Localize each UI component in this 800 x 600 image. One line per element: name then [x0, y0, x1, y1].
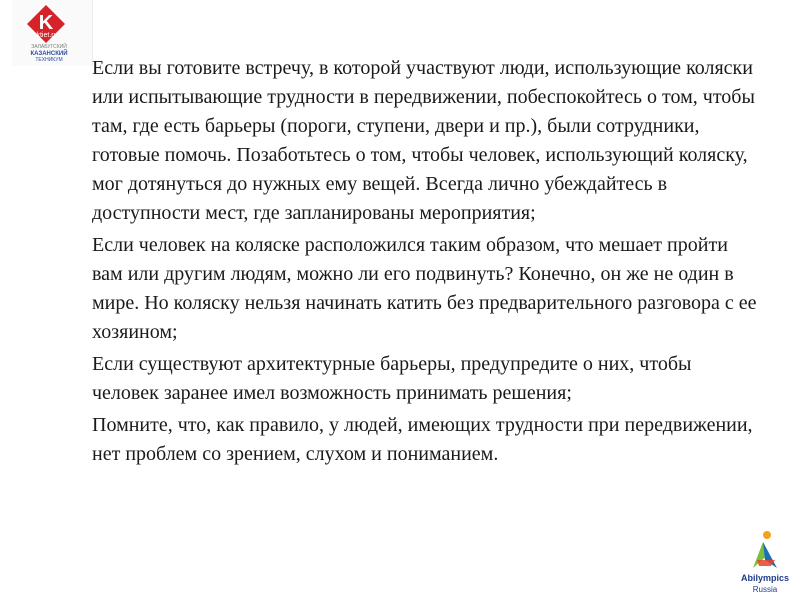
list-item-text: Если существуют архитектурные барьеры, предупредите о них, чтобы человек заранее имел возможность принимать решения;	[92, 353, 692, 404]
logo-site-text: ktiet.ru	[36, 32, 58, 39]
abilympics-logo	[735, 530, 795, 598]
svg-text:K: K	[38, 12, 54, 34]
abilympics-country: Russia	[752, 585, 778, 594]
abilympics-name: Abilympics	[740, 573, 789, 583]
logo-line-1: ЗАЛАБУГСКИЙ	[31, 44, 67, 50]
logo-line-3: ТЕХНИКУМ	[35, 57, 63, 63]
list-item	[58, 231, 758, 347]
bullet-list	[58, 54, 758, 472]
list-item	[58, 54, 758, 228]
list-item	[58, 411, 758, 469]
list-item	[58, 350, 758, 408]
list-item-text: Если вы готовите встречу, в которой участвуют люди, использующие коляски или испытывающие трудности в передвижении, побеспокойтесь о том, чтобы там, где есть барьеры (пороги, ступени, двери и пр.), были сотрудники, готовые помочь. Позаботьтесь о том, чтобы человек, использующий коляску, мог дотянуться до нужных ему вещей. Всегда лично убеждайтесь в доступности мест, где запланированы мероприятия;	[92, 57, 755, 224]
list-item-text: Помните, что, как правило, у людей, имеющих трудности при передвижении, нет проблем со зрением, слухом и пониманием.	[92, 414, 753, 465]
logo-line-2: КАЗАНСКИЙ	[30, 51, 68, 57]
abilympics-emblem-icon	[749, 530, 781, 570]
list-item-text: Если человек на коляске расположился таким образом, что мешает пройти вам или другим людям, можно ли его подвинуть? Конечно, он же не один в мире. Но коляску нельзя начинать катить без предварительного разговора с ее хозяином;	[92, 234, 757, 343]
